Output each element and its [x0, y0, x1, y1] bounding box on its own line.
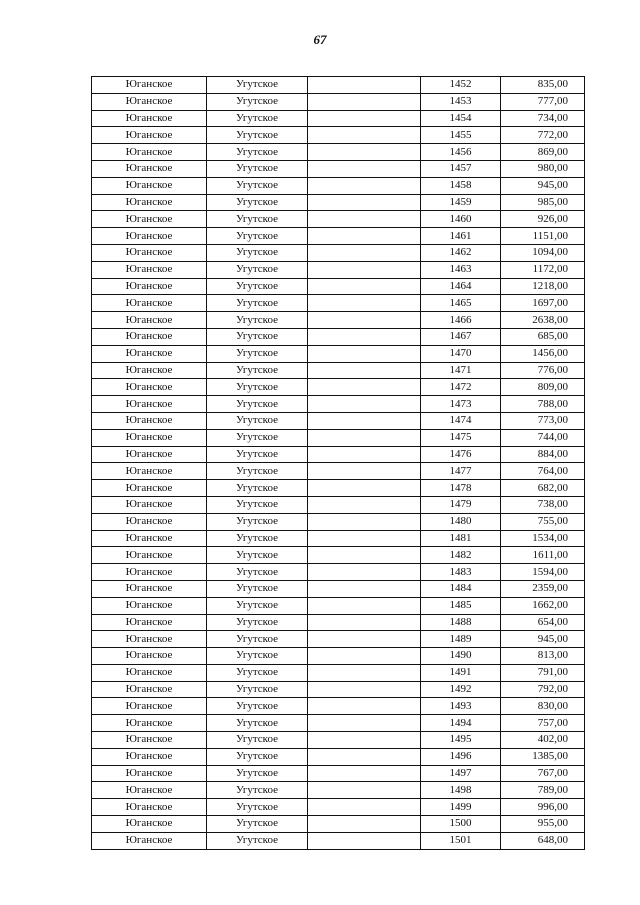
well-number-cell: 1489 [421, 631, 501, 648]
table-row [92, 463, 585, 480]
table-row [92, 278, 585, 295]
table-row [92, 614, 585, 631]
table-row [92, 698, 585, 715]
table-row [92, 211, 585, 228]
value-cell: 955,00 [501, 816, 585, 833]
value-cell: 945,00 [501, 631, 585, 648]
table-row [92, 782, 585, 799]
value-cell: 2638,00 [501, 312, 585, 329]
table-row [92, 715, 585, 732]
area-name-cell: Угутское [207, 496, 308, 513]
table-row [92, 194, 585, 211]
value-cell: 791,00 [501, 664, 585, 681]
field-name-cell: Юганское [92, 513, 207, 530]
blank-cell [308, 547, 421, 564]
page-number: 67 [313, 32, 327, 47]
well-number-cell: 1482 [421, 547, 501, 564]
value-cell: 772,00 [501, 127, 585, 144]
blank-cell [308, 597, 421, 614]
blank-cell [308, 698, 421, 715]
table-row [92, 244, 585, 261]
area-name-cell: Угутское [207, 480, 308, 497]
blank-cell [308, 429, 421, 446]
area-name-cell: Угутское [207, 816, 308, 833]
blank-cell [308, 312, 421, 329]
field-name-cell: Юганское [92, 177, 207, 194]
well-number-cell: 1457 [421, 160, 501, 177]
field-name-cell: Юганское [92, 748, 207, 765]
blank-cell [308, 328, 421, 345]
well-number-cell: 1453 [421, 93, 501, 110]
value-cell: 1697,00 [501, 295, 585, 312]
table-row [92, 93, 585, 110]
blank-cell [308, 110, 421, 127]
value-cell: 792,00 [501, 681, 585, 698]
table-row [92, 295, 585, 312]
area-name-cell: Угутское [207, 782, 308, 799]
well-number-cell: 1483 [421, 564, 501, 581]
blank-cell [308, 496, 421, 513]
field-name-cell: Юганское [92, 93, 207, 110]
value-cell: 685,00 [501, 328, 585, 345]
well-number-cell: 1452 [421, 77, 501, 94]
field-name-cell: Юганское [92, 211, 207, 228]
well-number-cell: 1470 [421, 345, 501, 362]
blank-cell [308, 412, 421, 429]
field-name-cell: Юганское [92, 580, 207, 597]
area-name-cell: Угутское [207, 93, 308, 110]
well-number-cell: 1458 [421, 177, 501, 194]
table-row [92, 765, 585, 782]
field-name-cell: Юганское [92, 597, 207, 614]
value-cell: 884,00 [501, 446, 585, 463]
field-name-cell: Юганское [92, 412, 207, 429]
value-cell: 764,00 [501, 463, 585, 480]
field-name-cell: Юганское [92, 648, 207, 665]
field-name-cell: Юганское [92, 345, 207, 362]
field-name-cell: Юганское [92, 446, 207, 463]
well-number-cell: 1501 [421, 832, 501, 849]
value-cell: 945,00 [501, 177, 585, 194]
area-name-cell: Угутское [207, 144, 308, 161]
well-number-cell: 1455 [421, 127, 501, 144]
blank-cell [308, 664, 421, 681]
area-name-cell: Угутское [207, 614, 308, 631]
area-name-cell: Угутское [207, 127, 308, 144]
well-number-cell: 1466 [421, 312, 501, 329]
blank-cell [308, 362, 421, 379]
blank-cell [308, 799, 421, 816]
well-number-cell: 1481 [421, 530, 501, 547]
blank-cell [308, 127, 421, 144]
blank-cell [308, 194, 421, 211]
area-name-cell: Угутское [207, 228, 308, 245]
area-name-cell: Угутское [207, 379, 308, 396]
field-name-cell: Юганское [92, 396, 207, 413]
area-name-cell: Угутское [207, 597, 308, 614]
value-cell: 777,00 [501, 93, 585, 110]
value-cell: 980,00 [501, 160, 585, 177]
table-row [92, 816, 585, 833]
blank-cell [308, 379, 421, 396]
blank-cell [308, 816, 421, 833]
value-cell: 830,00 [501, 698, 585, 715]
well-number-cell: 1478 [421, 480, 501, 497]
value-cell: 1534,00 [501, 530, 585, 547]
value-cell: 926,00 [501, 211, 585, 228]
blank-cell [308, 765, 421, 782]
well-number-cell: 1473 [421, 396, 501, 413]
field-name-cell: Юганское [92, 127, 207, 144]
value-cell: 773,00 [501, 412, 585, 429]
well-number-cell: 1456 [421, 144, 501, 161]
well-number-cell: 1492 [421, 681, 501, 698]
area-name-cell: Угутское [207, 429, 308, 446]
area-name-cell: Угутское [207, 396, 308, 413]
field-name-cell: Юганское [92, 816, 207, 833]
area-name-cell: Угутское [207, 412, 308, 429]
table-row [92, 496, 585, 513]
value-cell: 738,00 [501, 496, 585, 513]
field-name-cell: Юганское [92, 547, 207, 564]
field-name-cell: Юганское [92, 496, 207, 513]
well-number-cell: 1454 [421, 110, 501, 127]
field-name-cell: Юганское [92, 715, 207, 732]
field-name-cell: Юганское [92, 530, 207, 547]
table-row [92, 312, 585, 329]
blank-cell [308, 295, 421, 312]
value-cell: 1611,00 [501, 547, 585, 564]
table-row [92, 396, 585, 413]
value-cell: 1594,00 [501, 564, 585, 581]
field-name-cell: Юганское [92, 732, 207, 749]
field-name-cell: Юганское [92, 110, 207, 127]
table-row [92, 261, 585, 278]
well-number-cell: 1459 [421, 194, 501, 211]
area-name-cell: Угутское [207, 463, 308, 480]
area-name-cell: Угутское [207, 564, 308, 581]
area-name-cell: Угутское [207, 664, 308, 681]
field-name-cell: Юганское [92, 362, 207, 379]
field-name-cell: Юганское [92, 664, 207, 681]
field-name-cell: Юганское [92, 379, 207, 396]
table-row [92, 732, 585, 749]
area-name-cell: Угутское [207, 715, 308, 732]
field-name-cell: Юганское [92, 244, 207, 261]
area-name-cell: Угутское [207, 681, 308, 698]
field-name-cell: Юганское [92, 698, 207, 715]
value-cell: 744,00 [501, 429, 585, 446]
blank-cell [308, 648, 421, 665]
value-cell: 654,00 [501, 614, 585, 631]
area-name-cell: Угутское [207, 547, 308, 564]
field-name-cell: Юганское [92, 614, 207, 631]
field-name-cell: Юганское [92, 782, 207, 799]
table-row [92, 429, 585, 446]
table-row [92, 77, 585, 94]
field-name-cell: Юганское [92, 832, 207, 849]
field-name-cell: Юганское [92, 278, 207, 295]
value-cell: 648,00 [501, 832, 585, 849]
area-name-cell: Угутское [207, 765, 308, 782]
area-name-cell: Угутское [207, 295, 308, 312]
table-row [92, 530, 585, 547]
area-name-cell: Угутское [207, 446, 308, 463]
field-name-cell: Юганское [92, 328, 207, 345]
well-number-cell: 1491 [421, 664, 501, 681]
blank-cell [308, 244, 421, 261]
value-cell: 1456,00 [501, 345, 585, 362]
well-number-cell: 1461 [421, 228, 501, 245]
value-cell: 809,00 [501, 379, 585, 396]
value-cell: 734,00 [501, 110, 585, 127]
field-name-cell: Юганское [92, 261, 207, 278]
well-number-cell: 1462 [421, 244, 501, 261]
table-row [92, 564, 585, 581]
area-name-cell: Угутское [207, 77, 308, 94]
area-name-cell: Угутское [207, 513, 308, 530]
table-row [92, 328, 585, 345]
well-number-cell: 1475 [421, 429, 501, 446]
table-row [92, 446, 585, 463]
area-name-cell: Угутское [207, 345, 308, 362]
area-name-cell: Угутское [207, 631, 308, 648]
well-number-cell: 1464 [421, 278, 501, 295]
value-cell: 789,00 [501, 782, 585, 799]
area-name-cell: Угутское [207, 312, 308, 329]
area-name-cell: Угутское [207, 530, 308, 547]
area-name-cell: Угутское [207, 261, 308, 278]
well-number-cell: 1484 [421, 580, 501, 597]
blank-cell [308, 748, 421, 765]
field-name-cell: Юганское [92, 144, 207, 161]
value-cell: 985,00 [501, 194, 585, 211]
table-row [92, 127, 585, 144]
table-row [92, 228, 585, 245]
well-number-cell: 1499 [421, 799, 501, 816]
well-number-cell: 1490 [421, 648, 501, 665]
blank-cell [308, 228, 421, 245]
value-cell: 776,00 [501, 362, 585, 379]
blank-cell [308, 177, 421, 194]
value-cell: 1172,00 [501, 261, 585, 278]
field-name-cell: Юганское [92, 295, 207, 312]
data-table [91, 76, 585, 850]
table-row [92, 513, 585, 530]
value-cell: 869,00 [501, 144, 585, 161]
table-row [92, 160, 585, 177]
area-name-cell: Угутское [207, 698, 308, 715]
area-name-cell: Угутское [207, 110, 308, 127]
area-name-cell: Угутское [207, 648, 308, 665]
value-cell: 767,00 [501, 765, 585, 782]
blank-cell [308, 580, 421, 597]
blank-cell [308, 261, 421, 278]
field-name-cell: Юганское [92, 799, 207, 816]
table-row [92, 412, 585, 429]
area-name-cell: Угутское [207, 160, 308, 177]
well-number-cell: 1460 [421, 211, 501, 228]
well-number-cell: 1477 [421, 463, 501, 480]
area-name-cell: Угутское [207, 177, 308, 194]
area-name-cell: Угутское [207, 362, 308, 379]
area-name-cell: Угутское [207, 832, 308, 849]
field-name-cell: Юганское [92, 765, 207, 782]
area-name-cell: Угутское [207, 244, 308, 261]
blank-cell [308, 530, 421, 547]
table-row [92, 362, 585, 379]
field-name-cell: Юганское [92, 194, 207, 211]
blank-cell [308, 732, 421, 749]
field-name-cell: Юганское [92, 77, 207, 94]
table-row [92, 480, 585, 497]
area-name-cell: Угутское [207, 211, 308, 228]
field-name-cell: Юганское [92, 312, 207, 329]
blank-cell [308, 144, 421, 161]
well-number-cell: 1498 [421, 782, 501, 799]
value-cell: 1218,00 [501, 278, 585, 295]
value-cell: 1662,00 [501, 597, 585, 614]
blank-cell [308, 278, 421, 295]
blank-cell [308, 715, 421, 732]
field-name-cell: Юганское [92, 228, 207, 245]
table-row [92, 631, 585, 648]
well-number-cell: 1465 [421, 295, 501, 312]
area-name-cell: Угутское [207, 278, 308, 295]
table-row [92, 832, 585, 849]
well-number-cell: 1497 [421, 765, 501, 782]
table-row [92, 648, 585, 665]
blank-cell [308, 93, 421, 110]
table-row [92, 664, 585, 681]
well-number-cell: 1476 [421, 446, 501, 463]
field-name-cell: Юганское [92, 463, 207, 480]
field-name-cell: Юганское [92, 160, 207, 177]
blank-cell [308, 480, 421, 497]
well-number-cell: 1485 [421, 597, 501, 614]
area-name-cell: Угутское [207, 732, 308, 749]
field-name-cell: Юганское [92, 564, 207, 581]
value-cell: 788,00 [501, 396, 585, 413]
table-row [92, 580, 585, 597]
table-row [92, 144, 585, 161]
well-number-cell: 1495 [421, 732, 501, 749]
table-row [92, 799, 585, 816]
table-row [92, 748, 585, 765]
blank-cell [308, 631, 421, 648]
value-cell: 996,00 [501, 799, 585, 816]
well-number-cell: 1488 [421, 614, 501, 631]
value-cell: 1385,00 [501, 748, 585, 765]
well-number-cell: 1472 [421, 379, 501, 396]
value-cell: 755,00 [501, 513, 585, 530]
area-name-cell: Угутское [207, 328, 308, 345]
field-name-cell: Юганское [92, 681, 207, 698]
blank-cell [308, 614, 421, 631]
value-cell: 2359,00 [501, 580, 585, 597]
well-number-cell: 1467 [421, 328, 501, 345]
area-name-cell: Угутское [207, 799, 308, 816]
area-name-cell: Угутское [207, 580, 308, 597]
area-name-cell: Угутское [207, 194, 308, 211]
blank-cell [308, 446, 421, 463]
field-name-cell: Юганское [92, 429, 207, 446]
blank-cell [308, 463, 421, 480]
well-number-cell: 1471 [421, 362, 501, 379]
blank-cell [308, 681, 421, 698]
field-name-cell: Юганское [92, 631, 207, 648]
value-cell: 1094,00 [501, 244, 585, 261]
table-row [92, 345, 585, 362]
well-number-cell: 1463 [421, 261, 501, 278]
table-row [92, 681, 585, 698]
table-row [92, 110, 585, 127]
blank-cell [308, 396, 421, 413]
table-row [92, 547, 585, 564]
well-number-cell: 1496 [421, 748, 501, 765]
value-cell: 1151,00 [501, 228, 585, 245]
table-body [92, 77, 585, 850]
table-row [92, 379, 585, 396]
well-number-cell: 1500 [421, 816, 501, 833]
table-row [92, 177, 585, 194]
well-number-cell: 1494 [421, 715, 501, 732]
blank-cell [308, 160, 421, 177]
blank-cell [308, 564, 421, 581]
blank-cell [308, 513, 421, 530]
field-name-cell: Юганское [92, 480, 207, 497]
blank-cell [308, 782, 421, 799]
well-number-cell: 1474 [421, 412, 501, 429]
blank-cell [308, 345, 421, 362]
table-row [92, 597, 585, 614]
well-number-cell: 1480 [421, 513, 501, 530]
well-number-cell: 1493 [421, 698, 501, 715]
value-cell: 835,00 [501, 77, 585, 94]
well-number-cell: 1479 [421, 496, 501, 513]
value-cell: 402,00 [501, 732, 585, 749]
value-cell: 757,00 [501, 715, 585, 732]
blank-cell [308, 77, 421, 94]
area-name-cell: Угутское [207, 748, 308, 765]
value-cell: 682,00 [501, 480, 585, 497]
value-cell: 813,00 [501, 648, 585, 665]
blank-cell [308, 211, 421, 228]
blank-cell [308, 832, 421, 849]
